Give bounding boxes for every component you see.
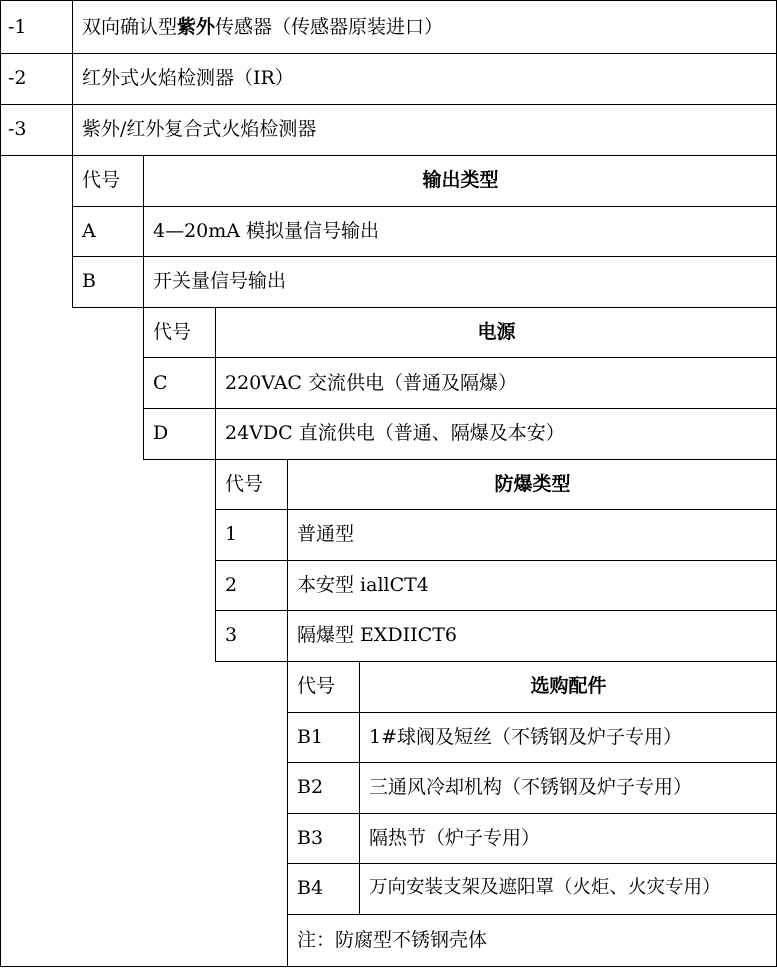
accessory-code: B4	[297, 877, 324, 899]
accessory-text: 三通风冷却机构（不锈钢及炉子专用）	[369, 776, 693, 798]
power-text: 220VAC 交流供电（普通及隔爆）	[225, 372, 517, 394]
accessories-note: 注：防腐型不锈钢壳体	[297, 929, 488, 951]
power-title: 电源	[477, 321, 516, 343]
output-title: 输出类型	[422, 169, 499, 191]
type-code: -3	[8, 118, 27, 140]
accessory-code: B3	[297, 827, 324, 849]
accessories-code-header: 代号	[297, 675, 336, 697]
output-text: 开关量信号输出	[153, 270, 287, 292]
output-code: B	[82, 270, 96, 292]
explosion-text: 隔爆型 EXDIICT6	[297, 624, 457, 646]
type-text: 红外式火焰检测器（IR）	[82, 67, 294, 89]
explosion-text: 本安型 iallCT4	[297, 574, 429, 596]
power-code: C	[153, 372, 168, 394]
accessory-text: 1#球阀及短丝（不锈钢及炉子专用）	[369, 726, 683, 748]
explosion-code: 3	[225, 624, 238, 646]
power-code: D	[153, 422, 169, 444]
explosion-text: 普通型	[297, 523, 355, 545]
explosion-code: 2	[225, 574, 238, 596]
explosion-code-header: 代号	[225, 473, 264, 495]
accessory-code: B2	[297, 776, 324, 798]
type-code: -2	[8, 67, 27, 89]
power-text: 24VDC 直流供电（普通、隔爆及本安）	[225, 422, 565, 444]
accessories-title: 选购配件	[530, 675, 607, 697]
explosion-code: 1	[225, 523, 238, 545]
output-text: 4—20mA 模拟量信号输出	[153, 220, 380, 242]
output-code: A	[82, 220, 96, 242]
explosion-title: 防爆类型	[494, 473, 571, 495]
accessory-code: B1	[297, 726, 324, 748]
accessory-text: 隔热节（炉子专用）	[369, 827, 541, 849]
type-text: 双向确认型紫外传感器（传感器原装进口）	[82, 16, 444, 38]
power-code-header: 代号	[153, 321, 192, 343]
accessory-text: 万向安装支架及遮阳罩（火炬、火灾专用）	[369, 877, 721, 898]
type-code: -1	[8, 16, 27, 38]
type-text: 紫外/红外复合式火焰检测器	[82, 118, 317, 140]
output-code-header: 代号	[82, 169, 121, 191]
